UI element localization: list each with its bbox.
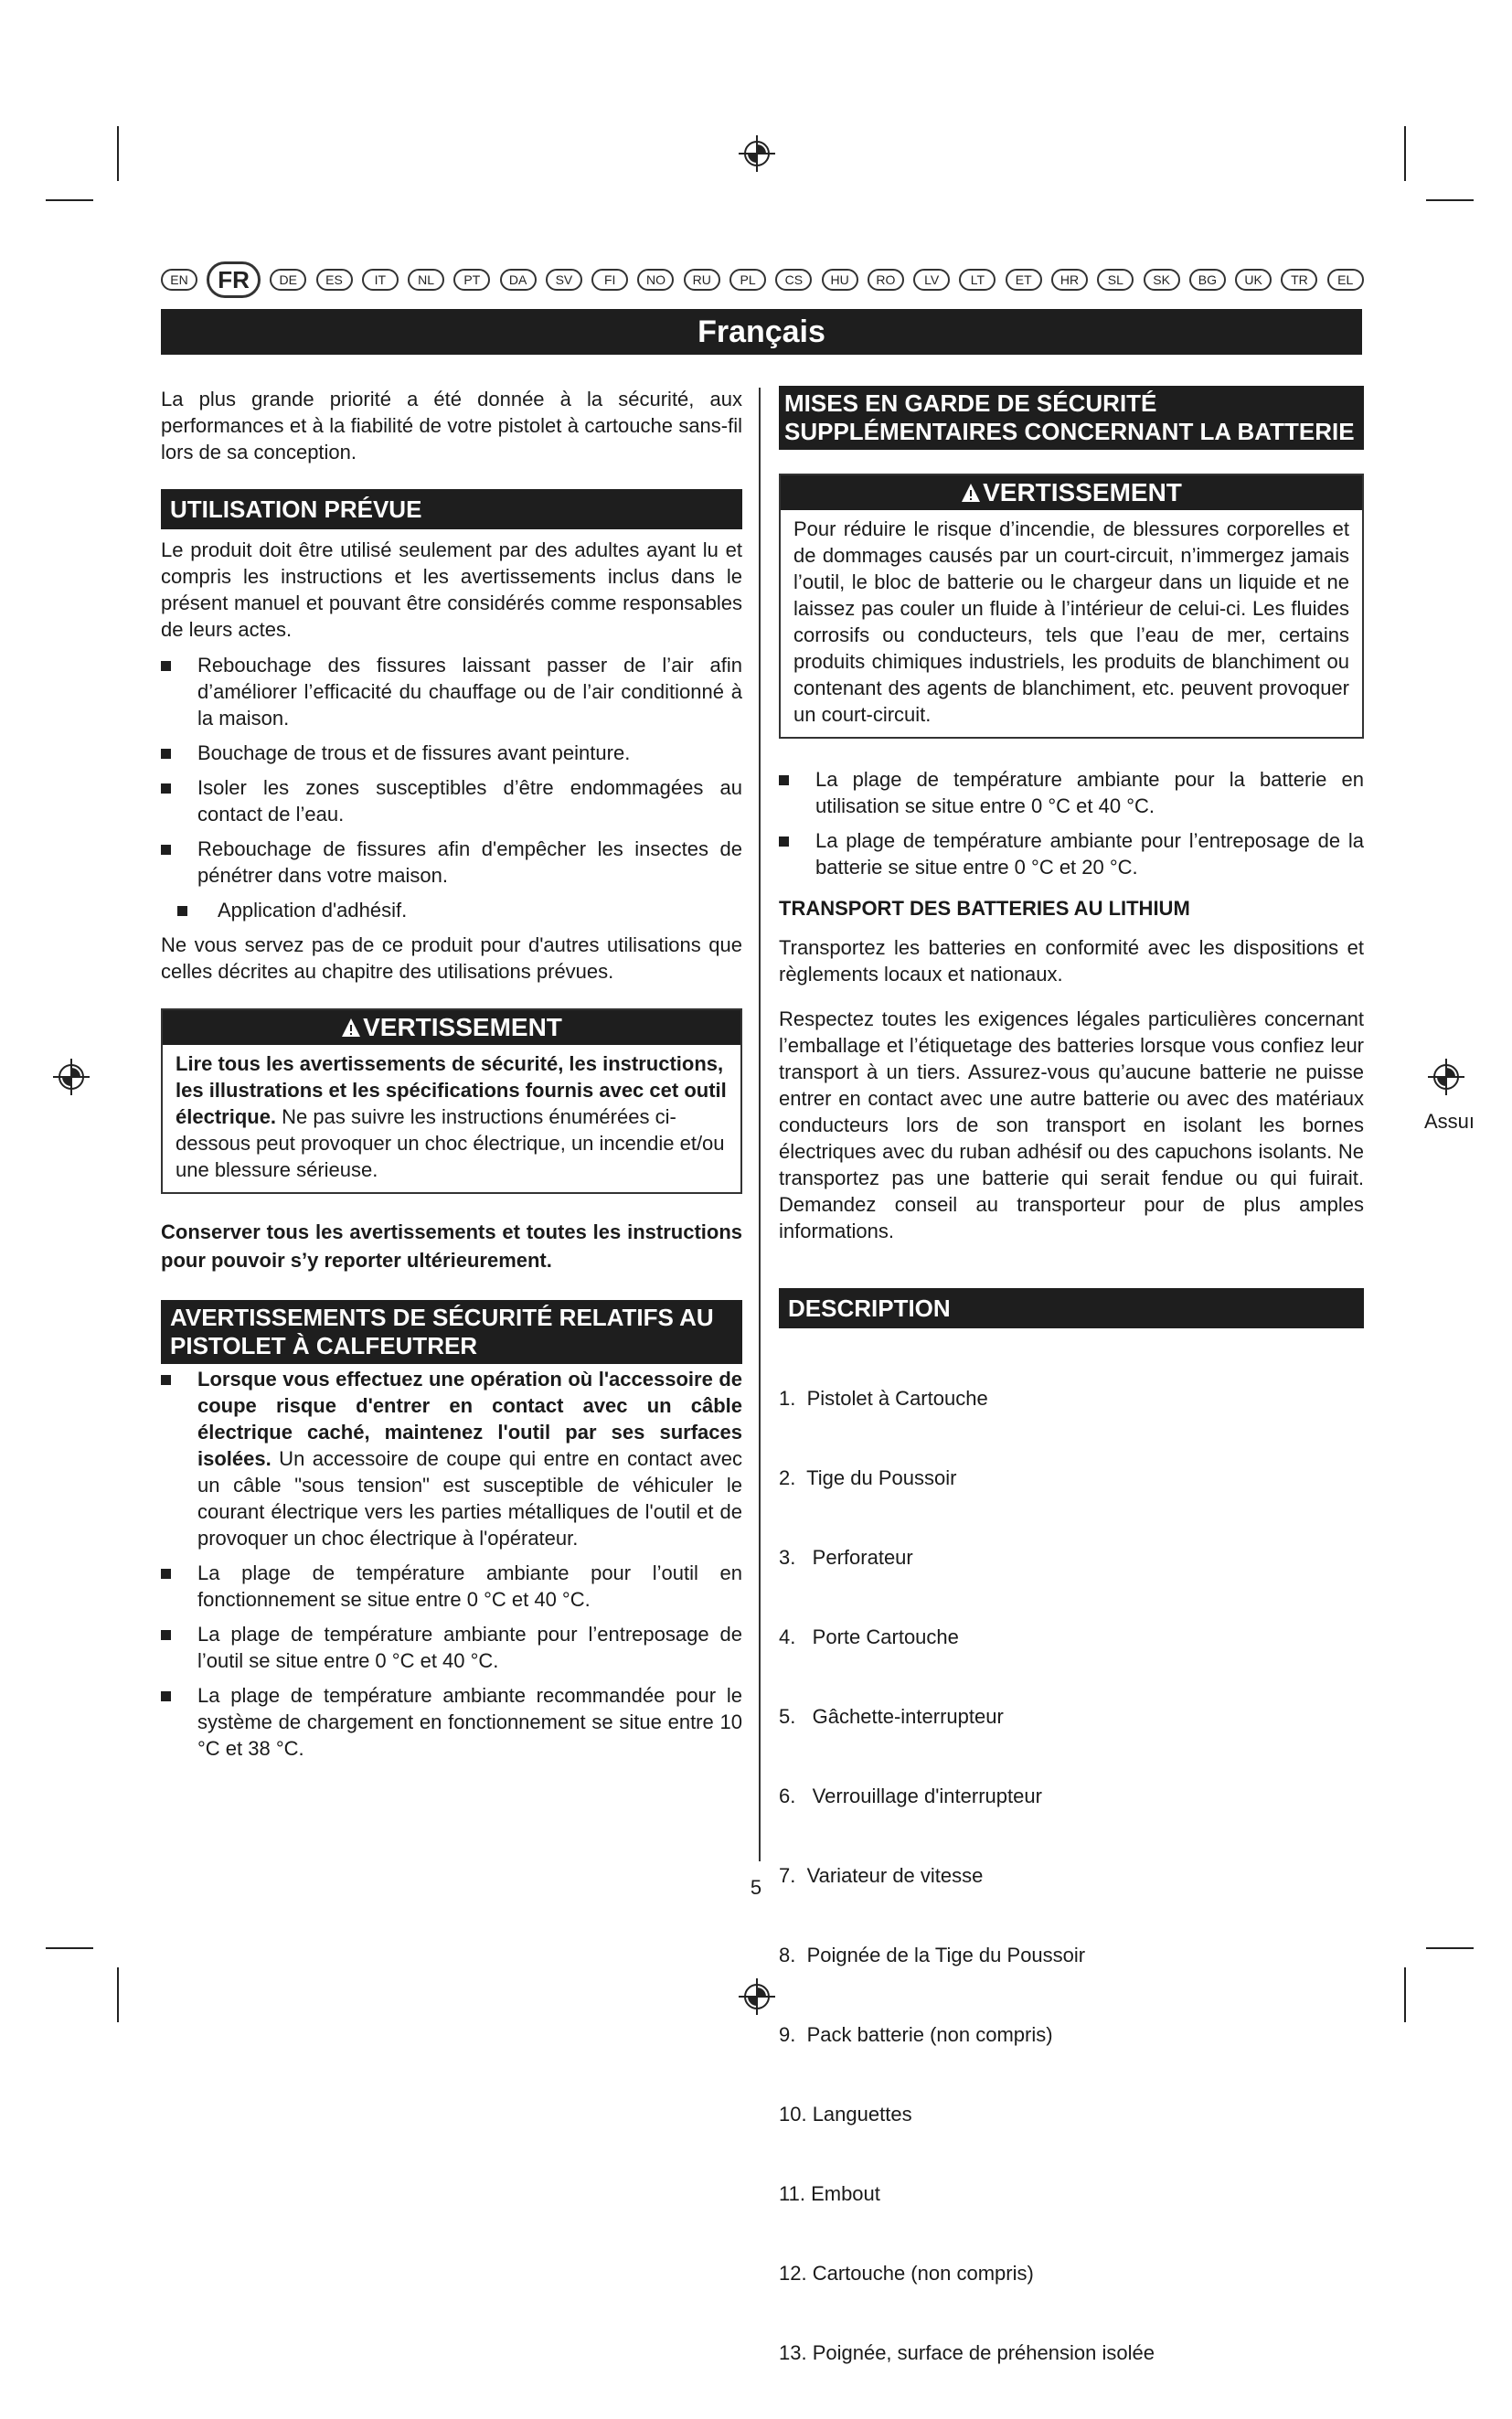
intended-use-text: Le produit doit être utilisé seulement par des adultes ayant lu et compris les instructions et les avertissements inclus dans le présent manuel et pouvant être considérés comme responsables de leurs actes.: [161, 538, 742, 641]
warning-title: VERTISSEMENT: [983, 478, 1182, 506]
language-selector: [161, 261, 1364, 298]
list-item: La plage de température ambiante recommandée pour le système de chargement en fonctionnement se situe entre 10 °C et 38 °C.: [161, 1682, 742, 1762]
left-column: [161, 386, 742, 1770]
list-item: 8. Poignée de la Tige du Poussoir: [779, 1944, 1086, 1966]
crop-mark: [1404, 1967, 1406, 2022]
list-item: 5. Gâchette-interrupteur: [779, 1705, 1004, 1728]
registration-mark-icon: [737, 1977, 777, 2017]
list-item: 4. Porte Cartouche: [779, 1625, 959, 1648]
description-heading: DESCRIPTION: [779, 1288, 1364, 1328]
list-item: Rebouchage de fissures afin d'empêcher les insectes de pénétrer dans votre maison.: [161, 836, 742, 889]
language-badge-en: EN: [161, 269, 197, 291]
language-badge-da: DA: [500, 269, 537, 291]
intro-paragraph: La plus grande priorité a été donnée à la sécurité, aux performances et à la fiabilité de votre pistolet à cartouche sans-fil lors de sa conception.: [161, 388, 742, 464]
language-badge-ro: RO: [868, 269, 904, 291]
list-item: Bouchage de trous et de fissures avant peinture.: [161, 740, 742, 766]
list-item: Rebouchage des fissures laissant passer de l’air afin d’améliorer l’efficacité du chauffage ou de l’air conditionné à la maison.: [161, 652, 742, 731]
language-badge-it: IT: [362, 269, 399, 291]
warning-title: VERTISSEMENT: [363, 1013, 562, 1041]
language-badge-fr: FR: [207, 261, 261, 298]
list-item: Isoler les zones susceptibles d’être endommagées au contact de l’eau.: [161, 774, 742, 827]
battery-temperature-list: [779, 766, 1364, 880]
warning-triangle-icon: [961, 483, 981, 503]
language-badge-fi: FI: [591, 269, 628, 291]
language-badge-pt: PT: [453, 269, 490, 291]
warning-header: [781, 475, 1362, 510]
list-item: 13. Poignée, surface de préhension isolée: [779, 2341, 1155, 2364]
list-item: Application d'adhésif.: [161, 897, 742, 923]
list-item: 11. Embout: [779, 2182, 880, 2205]
language-badge-de: DE: [270, 269, 306, 291]
list-item: 7. Variateur de vitesse: [779, 1864, 984, 1887]
language-badge-et: ET: [1006, 269, 1042, 291]
page-number: 5: [750, 1876, 762, 1899]
crop-mark: [46, 199, 93, 201]
transport-paragraph: Respectez toutes les exigences légales particulières concernant l’emballage et l’étiquetage des batteries lorsque vous confiez leur transport à un tiers. Assurez-vous qu’aucune batterie ne puisse entrer en contact avec une autre batterie ou avec des matériaux conducteurs lors de son transport en isolant les bornes électriques avec du ruban adhésif ou des capuchons isolants. Ne transportez pas une batterie qui serait fendue ou qui fuirait. Demandez conseil au transporteur pour de plus amples informations.: [779, 1007, 1364, 1242]
language-badge-nl: NL: [408, 269, 444, 291]
list-item: [161, 1366, 742, 1551]
language-badge-hu: HU: [822, 269, 858, 291]
intended-use-heading: UTILISATION PRÉVUE: [161, 489, 742, 529]
warning-body: [163, 1045, 740, 1192]
caulk-safety-bold: Lorsque vous effectuez une opération où l'accessoire de coupe risque d'entrer en contact avec un câble électrique caché, maintenez l'outil par ses surfaces isolées.: [197, 1368, 742, 1470]
transport-heading: TRANSPORT DES BATTERIES AU LITHIUM: [779, 897, 1190, 920]
caulk-safety-heading: AVERTISSEMENTS DE SÉCURITÉ RELATIFS AU PISTOLET À CALFEUTRER: [161, 1300, 742, 1364]
list-item: 6. Verrouillage d'interrupteur: [779, 1785, 1042, 1807]
list-item: 1. Pistolet à Cartouche: [779, 1387, 988, 1410]
crop-mark: [1426, 199, 1474, 201]
list-item: 3. Perforateur: [779, 1546, 913, 1569]
battery-safety-heading: MISES EN GARDE DE SÉCURITÉ SUPPLÉMENTAIRES CONCERNANT LA BATTERIE: [779, 386, 1364, 450]
caulk-safety-text: Un accessoire de coupe qui entre en contact avec un câble "sous tension" est susceptible de véhiculer le courant électrique vers les parties métalliques de l'outil et de provoquer un choc électrique à l'opérateur.: [197, 1447, 742, 1550]
list-item: 12. Cartouche (non compris): [779, 2262, 1034, 2285]
crop-mark: [117, 1967, 119, 2022]
language-badge-ru: RU: [684, 269, 720, 291]
list-item: 2. Tige du Poussoir: [779, 1466, 957, 1489]
warning-body: Pour réduire le risque d’incendie, de blessures corporelles et de dommages causés par un court-circuit, n’immergez jamais l’outil, le bloc de batterie ou le chargeur dans un liquide et ne laissez pas couler un fluide à l’intérieur de celui-ci. Les fluides corrosifs ou conducteurs, tels que l’eau de mer, certains produits chimiques industriels, les produits de blanchiment ou contenant des agents de blanchiment, etc. peuvent provoquer un court-circuit.: [793, 517, 1349, 726]
language-badge-sl: SL: [1097, 269, 1134, 291]
warning-bold-text: Lire tous les avertissements de sécurité, les instructions, les illustrations et les spécifications fournis avec cet outil électrique.: [176, 1052, 727, 1128]
language-badge-cs: CS: [775, 269, 812, 291]
language-badge-bg: BG: [1189, 269, 1226, 291]
margin-overflow-text: Assuı: [1424, 1110, 1475, 1133]
warning-box: [779, 474, 1364, 739]
language-badge-tr: TR: [1281, 269, 1317, 291]
language-badge-sv: SV: [546, 269, 582, 291]
caulk-safety-list: [161, 1366, 742, 1762]
language-badge-el: EL: [1327, 269, 1364, 291]
registration-mark-icon: [737, 133, 777, 174]
language-badge-lv: LV: [913, 269, 950, 291]
crop-mark: [1404, 126, 1406, 181]
intended-use-list: [161, 652, 742, 923]
language-badge-sk: SK: [1144, 269, 1180, 291]
language-badge-es: ES: [316, 269, 353, 291]
crop-mark: [46, 1947, 93, 1949]
warning-text: Ne pas suivre les instructions énumérées ci-dessous peut provoquer un choc électrique, un incendie et/ou une blessure sérieuse.: [176, 1105, 725, 1181]
language-badge-no: NO: [637, 269, 674, 291]
list-item: 10. Languettes: [779, 2103, 912, 2126]
language-badge-lt: LT: [959, 269, 996, 291]
list-item: 9. Pack batterie (non compris): [779, 2023, 1053, 2046]
intended-use-closing: Ne vous servez pas de ce produit pour d'autres utilisations que celles décrites au chapitre des utilisations prévues.: [161, 933, 742, 983]
registration-mark-icon: [1426, 1057, 1466, 1097]
warning-triangle-icon: [341, 1018, 361, 1038]
language-badge-pl: PL: [729, 269, 766, 291]
crop-mark: [117, 126, 119, 181]
warning-box: [161, 1008, 742, 1194]
registration-mark-icon: [51, 1057, 91, 1097]
crop-mark: [1426, 1947, 1474, 1949]
keep-warnings-notice: Conserver tous les avertissements et toutes les instructions pour pouvoir s’y reporter ultérieurement.: [161, 1220, 742, 1272]
list-item: La plage de température ambiante pour l’outil en fonctionnement se situe entre 0 °C et 40 °C.: [161, 1560, 742, 1613]
warning-header: [163, 1010, 740, 1045]
language-badge-hr: HR: [1051, 269, 1088, 291]
transport-paragraph: Transportez les batteries en conformité avec les dispositions et règlements locaux et nationaux.: [779, 936, 1364, 986]
column-divider: [759, 388, 761, 1861]
language-badge-uk: UK: [1235, 269, 1272, 291]
list-item: La plage de température ambiante pour l’entreposage de l’outil se situe entre 0 °C et 40 °C.: [161, 1621, 742, 1674]
list-item: La plage de température ambiante pour la batterie en utilisation se situe entre 0 °C et 40 °C.: [779, 766, 1364, 819]
right-column: [779, 386, 1364, 2419]
page-title: Français: [161, 309, 1362, 355]
list-item: La plage de température ambiante pour l’entreposage de la batterie se situe entre 0 °C et 20 °C.: [779, 827, 1364, 880]
